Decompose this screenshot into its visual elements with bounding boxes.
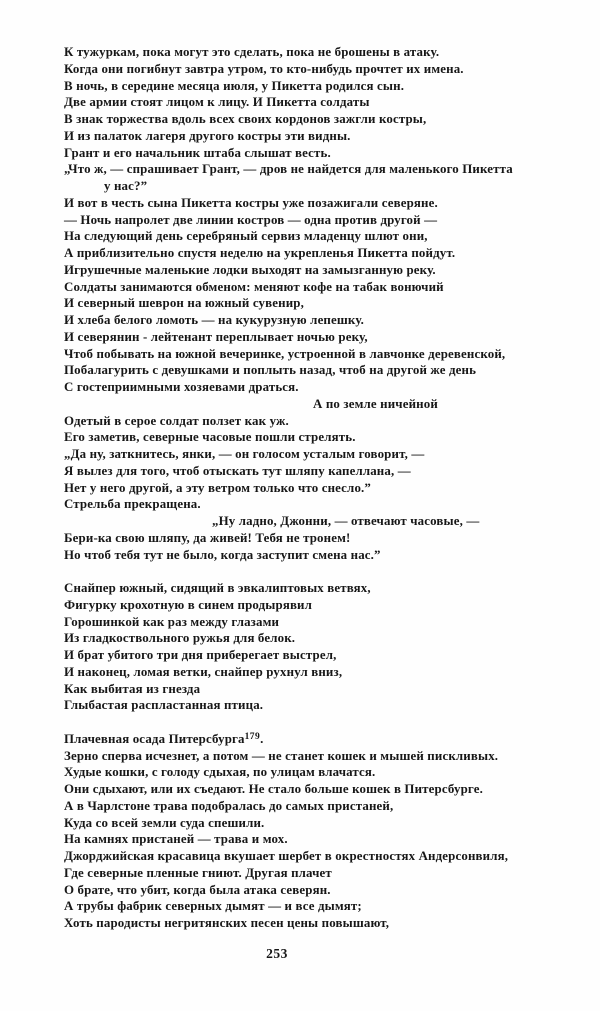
poem-line: „Что ж, — спрашивает Грант, — дров не найдется для маленького Пикетта [64, 162, 513, 177]
poem-line: „Ну ладно, Джонни, — отвечают часовые, — [212, 514, 480, 528]
poem-blank-line [64, 714, 576, 731]
poem-line: А приблизительно спустя неделю на укрепленья Пикетта пойдут. [64, 246, 456, 260]
poem-line: Когда они погибнут завтра утром, то кто-нибудь прочтет их имена. [64, 61, 464, 76]
poem-line: „Да ну, заткнитесь, янки, — он голосом усталым говорит, — [64, 447, 425, 461]
poem-line: Из гладкоствольного ружья для белок. [64, 631, 296, 646]
poem-line: Они сдыхают, или их съедают. Не стало больше кошек в Питерсбурге. [64, 782, 483, 796]
poem-line: И вот в честь сына Пикетта костры уже позажигали северяне. [64, 195, 438, 210]
poem-line: Игрушечные маленькие лодки выходят на замызганную реку. [64, 262, 436, 277]
poem-line: А в Чарлстоне трава подобралась до самых пристаней, [64, 798, 394, 813]
poem-line: Солдаты занимаются обменом: меняют кофе на табак вонючий [64, 279, 444, 294]
poem-line: Как выбитая из гнезда [64, 681, 201, 696]
poem-line: И северный шеврон на южный сувенир, [64, 296, 304, 311]
poem-line: Снайпер южный, сидящий в эвкалиптовых ветвях, [64, 581, 371, 595]
poem-line: Куда со всей земли суда спешили. [64, 815, 265, 830]
poem-line: Фигурку крохотную в синем продырявил [64, 597, 313, 612]
poem-line: Грант и его начальник штаба слышат весть. [64, 145, 331, 160]
poem-line: И хлеба белого ломоть — на кукурузную лепешку. [64, 313, 364, 327]
poem-line: Бери-ка свою шляпу, да живей! Тебя не тронем! [64, 530, 351, 545]
poem-line: И из палаток лагеря другого костры эти видны. [64, 128, 351, 143]
poem-line: Нет у него другой, а эту ветром только что снесло.” [64, 480, 372, 495]
poem-line: О брате, что убит, когда была атака северян. [64, 882, 331, 897]
poem-line: Две армии стоят лицом к лицу. И Пикетта солдаты [64, 95, 370, 110]
poem-line: Чтоб побывать на южной вечеринке, устроенной в лавчонке деревенской, [64, 346, 506, 361]
poem-line: И северянин - лейтенант переплывает ночью реку, [64, 329, 368, 344]
poem-line: Где северные пленные гниют. Другая плачет [64, 865, 332, 880]
poem-line: И брат убитого три дня приберегает выстрел, [64, 648, 337, 662]
poem-line: К тужуркам, пока могут это сделать, пока не брошены в атаку. [64, 45, 440, 59]
poem-line: Его заметив, северные часовые пошли стрелять. [64, 430, 356, 445]
poem-blank-line [64, 563, 576, 580]
poem-line: Худые кошки, с голоду сдыхая, по улицам влачатся. [64, 765, 376, 780]
poem-line: На камнях пристаней — трава и мох. [64, 832, 288, 847]
poem-line: Джорджийская красавица вкушает шербет в окрестностях Андерсонвиля, [64, 849, 509, 863]
poem-line: Побалагурить с девушками и поплыть назад, чтоб на другой же день [64, 363, 477, 378]
poem-line: Горошинкой как раз между глазами [64, 614, 280, 629]
poem-line: Хоть пародисты негритянских песен цены повышают, [64, 916, 390, 930]
poem-line: В знак торжества вдоль всех своих кордонов зажгли костры, [64, 112, 427, 126]
poem-line: В ночь, в середине месяца июля, у Пикетта родился сын. [64, 78, 405, 93]
poem-line: С гостеприимными хозяевами драться. [64, 380, 299, 394]
poem-line: Я вылез для того, чтоб отыскать тут шляпу капеллана, — [64, 463, 411, 478]
poem-line: — Ночь напролет две линии костров — одна против другой — [64, 212, 438, 227]
poem-line: И наконец, ломая ветки, снайпер рухнул вниз, [64, 664, 343, 679]
poem-line: Стрельба прекращена. [64, 497, 201, 512]
poem-line: На следующий день серебряный сервиз младенцу шлют они, [64, 229, 428, 244]
poem-line: Зерно сперва исчезнет, а потом — не станет кошек и мышей пискливых. [64, 748, 499, 763]
poem-line: Плачевная осада Питерсбурга$^{179}$. [64, 731, 264, 746]
poem-line: у нас?” [104, 179, 148, 193]
poem-line: Глыбастая распластанная птица. [64, 698, 264, 713]
poem-line: А трубы фабрик северных дымят — и все дымят; [64, 899, 362, 914]
poem-line: Но чтоб тебя тут не было, когда заступит смена нас.” [64, 547, 381, 562]
footnote-marker: 179 [244, 731, 261, 742]
poem-line: А по земле ничейной [313, 396, 438, 411]
poem-line: Одетый в серое солдат ползет как уж. [64, 413, 289, 428]
page-number: 253 [266, 945, 288, 961]
